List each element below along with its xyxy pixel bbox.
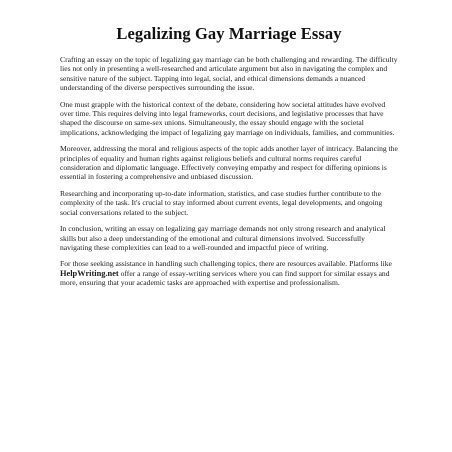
essay-page bbox=[60, 24, 398, 295]
paragraph-historical-context: One must grapple with the historical context of the debate, considering how societal attitudes have evolved over time. This requires delving into legal frameworks, court decisions, and legislative processes that have shaped the discourse on same-sex unions. Simultaneously, the essay should engage with the societal implications, acknowledging the impact of legalizing gay marriage on individuals, families, and communities. bbox=[60, 99, 395, 137]
essay-title: Legalizing Gay Marriage Essay bbox=[116, 24, 342, 43]
paragraph-closing bbox=[60, 259, 398, 287]
paragraph-research: Researching and incorporating up-to-date information, statistics, and case studies further contribute to the complexity of the task. It's crucial to stay informed about current events, legal developments, and ongoing social conversations related to the subject. bbox=[60, 188, 383, 217]
closing-text-after-link: offer a range of essay-writing services where you can find support for similar essays and more, ensuring that your academic tasks are approached with expertise and professionalism. bbox=[60, 268, 390, 288]
paragraph-conclusion: In conclusion, writing an essay on legalizing gay marriage demands not only strong research and analytical skills but also a deep understanding of the emotional and cultural dimensions involved. Successfully navigating these complexities can lead to a well-rounded and impactful piece of writing. bbox=[60, 224, 386, 252]
paragraph-intro: Crafting an essay on the topic of legalizing gay marriage can be both challenging and rewarding. The difficulty lies not only in presenting a well-researched and articulate argument but also in navigating the complex and sensitive nature of the subject. Tapping into legal, social, and ethical dimensions demands a nuanced understanding of the diverse perspectives surrounding the issue. bbox=[60, 55, 398, 93]
helpwriting-link[interactable]: HelpWriting.net bbox=[60, 268, 119, 278]
closing-text-before-link: For those seeking assistance in handling such challenging topics, there are resources available. Platforms like bbox=[60, 259, 392, 269]
paragraph-moral-religious: Moreover, addressing the moral and religious aspects of the topic adds another layer of intricacy. Balancing the principles of equality and human rights against religious beliefs and cultural norms requires careful consideration and diplomatic language. Effectively conveying empathy and respect for differing opinions is essential in fostering a comprehensive and unbiased discussion. bbox=[60, 144, 398, 182]
